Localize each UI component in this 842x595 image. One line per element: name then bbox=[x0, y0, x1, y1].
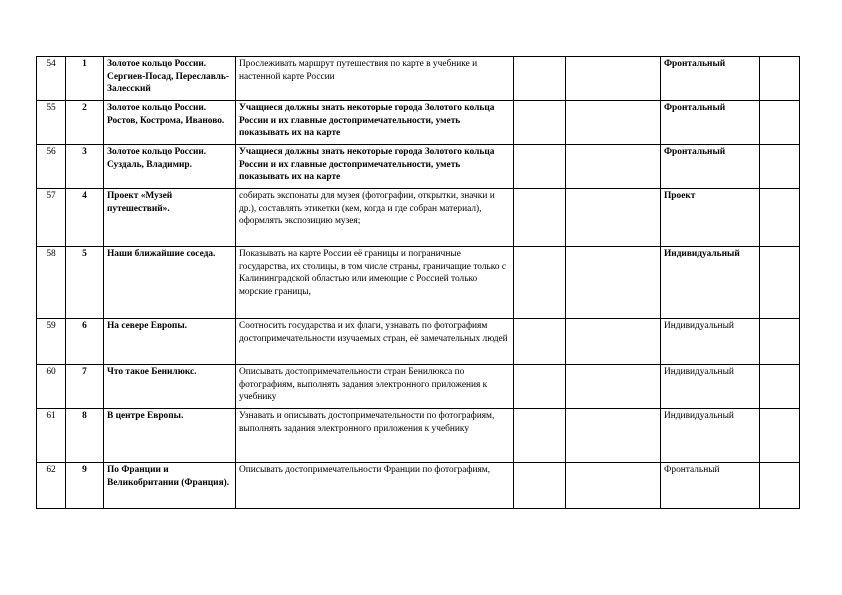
activity-cell: Учащиеся должны знать некоторые города Золотого кольца России и их главные достопримечательности, уметь показывать их на карте bbox=[236, 101, 514, 145]
form-cell: Индивидуальный bbox=[661, 365, 760, 409]
activity-cell: Описывать достопримечательности стран Бенилюкса по фотографиям, выполнять задания электронного приложения к учебнику bbox=[236, 365, 514, 409]
form-cell: Индивидуальный bbox=[661, 409, 760, 463]
table-row bbox=[37, 365, 800, 409]
activity-cell: собирать экспонаты для музея (фотографии, открытки, значки и др.), составлять этикетки (кем, когда и где собран материал), оформлять экспозицию музея; bbox=[236, 189, 514, 247]
table-row bbox=[37, 189, 800, 247]
empty-cell bbox=[760, 247, 800, 319]
form-cell: Фронтальный bbox=[661, 101, 760, 145]
table-row bbox=[37, 409, 800, 463]
lesson-plan-table bbox=[36, 56, 800, 509]
empty-cell bbox=[760, 57, 800, 101]
empty-cell bbox=[514, 319, 566, 365]
form-cell: Проект bbox=[661, 189, 760, 247]
lesson-number-cell: 57 bbox=[37, 189, 66, 247]
empty-cell bbox=[514, 57, 566, 101]
form-cell: Индивидуальный bbox=[661, 247, 760, 319]
empty-cell bbox=[514, 145, 566, 189]
empty-cell bbox=[566, 409, 661, 463]
lesson-number-cell: 56 bbox=[37, 145, 66, 189]
empty-cell bbox=[760, 101, 800, 145]
table-row bbox=[37, 463, 800, 509]
table-row bbox=[37, 247, 800, 319]
empty-cell bbox=[566, 365, 661, 409]
empty-cell bbox=[760, 189, 800, 247]
topic-cell: По Франции и Великобритании (Франция). bbox=[104, 463, 236, 509]
activity-cell: Показывать на карте России её границы и пограничные государства, их столицы, в том числе страны, граничащие только с Калининградской областью или имеющие с Россией только морские границы, bbox=[236, 247, 514, 319]
lesson-number-cell: 62 bbox=[37, 463, 66, 509]
table-row bbox=[37, 319, 800, 365]
topic-index-cell: 8 bbox=[66, 409, 104, 463]
form-cell: Фронтальный bbox=[661, 145, 760, 189]
lesson-number-cell: 60 bbox=[37, 365, 66, 409]
lesson-number-cell: 54 bbox=[37, 57, 66, 101]
topic-cell: Что такое Бенилюкс. bbox=[104, 365, 236, 409]
topic-index-cell: 5 bbox=[66, 247, 104, 319]
topic-cell: На севере Европы. bbox=[104, 319, 236, 365]
empty-cell bbox=[514, 247, 566, 319]
topic-index-cell: 6 bbox=[66, 319, 104, 365]
form-cell: Фронтальный bbox=[661, 57, 760, 101]
lesson-number-cell: 61 bbox=[37, 409, 66, 463]
lesson-number-cell: 58 bbox=[37, 247, 66, 319]
topic-index-cell: 7 bbox=[66, 365, 104, 409]
empty-cell bbox=[566, 189, 661, 247]
empty-cell bbox=[760, 145, 800, 189]
topic-index-cell: 2 bbox=[66, 101, 104, 145]
lesson-number-cell: 55 bbox=[37, 101, 66, 145]
activity-cell: Узнавать и описывать достопримечательности по фотографиям, выполнять задания электронного приложения к учебнику bbox=[236, 409, 514, 463]
empty-cell bbox=[566, 319, 661, 365]
lesson-number-cell: 59 bbox=[37, 319, 66, 365]
activity-cell: Учащиеся должны знать некоторые города Золотого кольца России и их главные достопримечательности, уметь показывать их на карте bbox=[236, 145, 514, 189]
topic-cell: Проект «Музей путешествий». bbox=[104, 189, 236, 247]
topic-cell: Золотое кольцо России. Сергиев-Посад, Переславль-Залесский bbox=[104, 57, 236, 101]
empty-cell bbox=[514, 409, 566, 463]
topic-cell: Золотое кольцо России. Суздаль, Владимир. bbox=[104, 145, 236, 189]
empty-cell bbox=[566, 247, 661, 319]
empty-cell bbox=[514, 365, 566, 409]
activity-cell: Соотносить государства и их флаги, узнавать по фотографиям достопримечательности изучаемых стран, её замечательных людей bbox=[236, 319, 514, 365]
empty-cell bbox=[760, 319, 800, 365]
empty-cell bbox=[760, 409, 800, 463]
form-cell: Фронтальный bbox=[661, 463, 760, 509]
topic-cell: Наши ближайшие соседа. bbox=[104, 247, 236, 319]
form-cell: Индивидуальный bbox=[661, 319, 760, 365]
table-row bbox=[37, 145, 800, 189]
topic-index-cell: 1 bbox=[66, 57, 104, 101]
empty-cell bbox=[514, 463, 566, 509]
empty-cell bbox=[566, 57, 661, 101]
table-row bbox=[37, 57, 800, 101]
empty-cell bbox=[566, 101, 661, 145]
empty-cell bbox=[760, 463, 800, 509]
empty-cell bbox=[566, 463, 661, 509]
topic-cell: В центре Европы. bbox=[104, 409, 236, 463]
table-row bbox=[37, 101, 800, 145]
table-body bbox=[37, 57, 800, 509]
topic-index-cell: 4 bbox=[66, 189, 104, 247]
empty-cell bbox=[760, 365, 800, 409]
empty-cell bbox=[514, 189, 566, 247]
activity-cell: Прослеживать маршрут путешествия по карте в учебнике и настенной карте России bbox=[236, 57, 514, 101]
topic-index-cell: 9 bbox=[66, 463, 104, 509]
activity-cell: Описывать достопримечательности Франции по фотографиям, bbox=[236, 463, 514, 509]
empty-cell bbox=[566, 145, 661, 189]
topic-index-cell: 3 bbox=[66, 145, 104, 189]
topic-cell: Золотое кольцо России. Ростов, Кострома, Иваново. bbox=[104, 101, 236, 145]
empty-cell bbox=[514, 101, 566, 145]
